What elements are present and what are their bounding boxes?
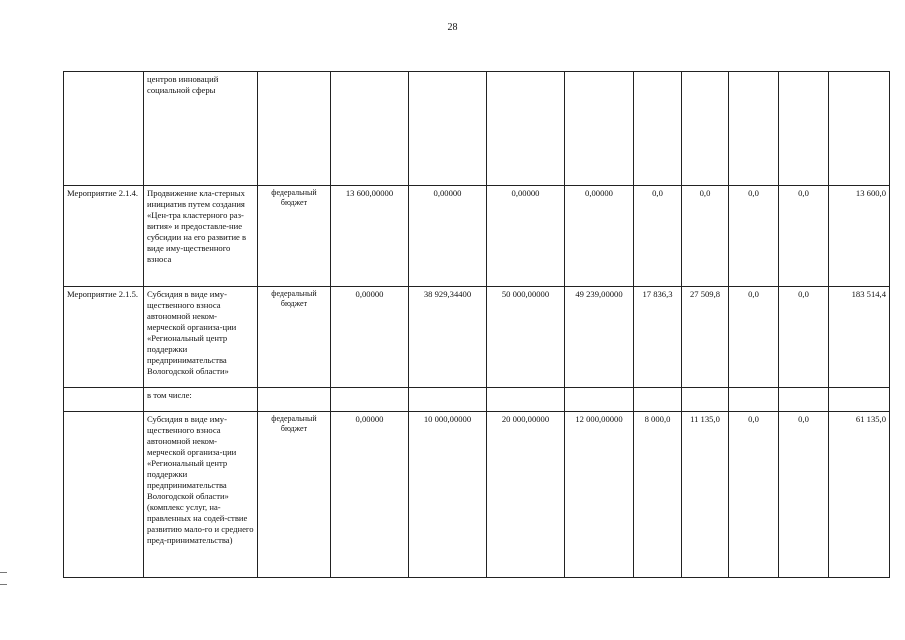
table-row (64, 412, 890, 578)
value-cell: 0,0 (682, 186, 729, 287)
value-cell: 0,0 (634, 186, 682, 287)
total-cell (829, 388, 890, 412)
value-cell: 0,00000 (409, 186, 487, 287)
value-cell: 0,00000 (487, 186, 565, 287)
total-cell: 13 600,0 (829, 186, 890, 287)
table-row (64, 287, 890, 388)
event-name-cell: Продвижение кла-стерных инициатив путем создания «Цен-тра кластерного раз-вития» и предоставле-ние субсидии на его развитие в виде иму-щественного взноса (144, 186, 258, 287)
value-cell: 10 000,00000 (409, 412, 487, 578)
scan-edge-mark (0, 572, 7, 573)
value-cell (409, 72, 487, 186)
value-cell (634, 388, 682, 412)
page-number: 28 (447, 22, 458, 33)
value-cell: 11 135,0 (682, 412, 729, 578)
value-cell: 0,0 (779, 412, 829, 578)
value-cell (682, 388, 729, 412)
value-cell: 49 239,00000 (565, 287, 634, 388)
table-row (64, 72, 890, 186)
table-row (64, 186, 890, 287)
event-name-cell: центров инноваций социальной сферы (144, 72, 258, 186)
value-cell: 17 836,3 (634, 287, 682, 388)
event-name-cell: Субсидия в виде иму-щественного взноса автономной неком-мерческой организа-ции «Региональный центр поддержки предпринимательства Вологодской области» (комплекс услуг, на-правленных на содей-ствие развитию мало-го и среднего пред-принимательства) (144, 412, 258, 578)
total-cell: 61 135,0 (829, 412, 890, 578)
event-id-cell: Мероприятие 2.1.5. (64, 287, 144, 388)
value-cell (331, 72, 409, 186)
value-cell: 0,0 (779, 186, 829, 287)
value-cell (565, 72, 634, 186)
value-cell: 0,0 (729, 412, 779, 578)
value-cell: 12 000,00000 (565, 412, 634, 578)
event-id-cell (64, 412, 144, 578)
event-id-cell (64, 388, 144, 412)
total-cell: 183 514,4 (829, 287, 890, 388)
value-cell (409, 388, 487, 412)
value-cell (634, 72, 682, 186)
value-cell: 27 509,8 (682, 287, 729, 388)
value-cell: 38 929,34400 (409, 287, 487, 388)
scan-edge-mark (0, 584, 7, 585)
value-cell: 0,00000 (565, 186, 634, 287)
value-cell: 0,0 (729, 186, 779, 287)
funding-source-cell (258, 388, 331, 412)
budget-table (63, 71, 890, 578)
event-name-cell: в том числе: (144, 388, 258, 412)
value-cell (729, 388, 779, 412)
funding-source-cell: федеральный бюджет (258, 186, 331, 287)
value-cell: 8 000,0 (634, 412, 682, 578)
event-id-cell: Мероприятие 2.1.4. (64, 186, 144, 287)
funding-source-cell: федеральный бюджет (258, 412, 331, 578)
value-cell (487, 72, 565, 186)
value-cell (487, 388, 565, 412)
value-cell: 0,00000 (331, 412, 409, 578)
funding-source-cell: федеральный бюджет (258, 287, 331, 388)
event-id-cell (64, 72, 144, 186)
value-cell (682, 72, 729, 186)
value-cell: 0,0 (729, 287, 779, 388)
value-cell: 20 000,00000 (487, 412, 565, 578)
value-cell (779, 388, 829, 412)
event-name-cell: Субсидия в виде иму-щественного взноса автономной неком-мерческой организа-ции «Региональный центр поддержки предпринимательства Вологодской области» (144, 287, 258, 388)
value-cell (729, 72, 779, 186)
value-cell (779, 72, 829, 186)
total-cell (829, 72, 890, 186)
value-cell: 50 000,00000 (487, 287, 565, 388)
value-cell (331, 388, 409, 412)
value-cell: 13 600,00000 (331, 186, 409, 287)
value-cell (565, 388, 634, 412)
value-cell: 0,0 (779, 287, 829, 388)
value-cell: 0,00000 (331, 287, 409, 388)
funding-source-cell (258, 72, 331, 186)
table-row (64, 388, 890, 412)
